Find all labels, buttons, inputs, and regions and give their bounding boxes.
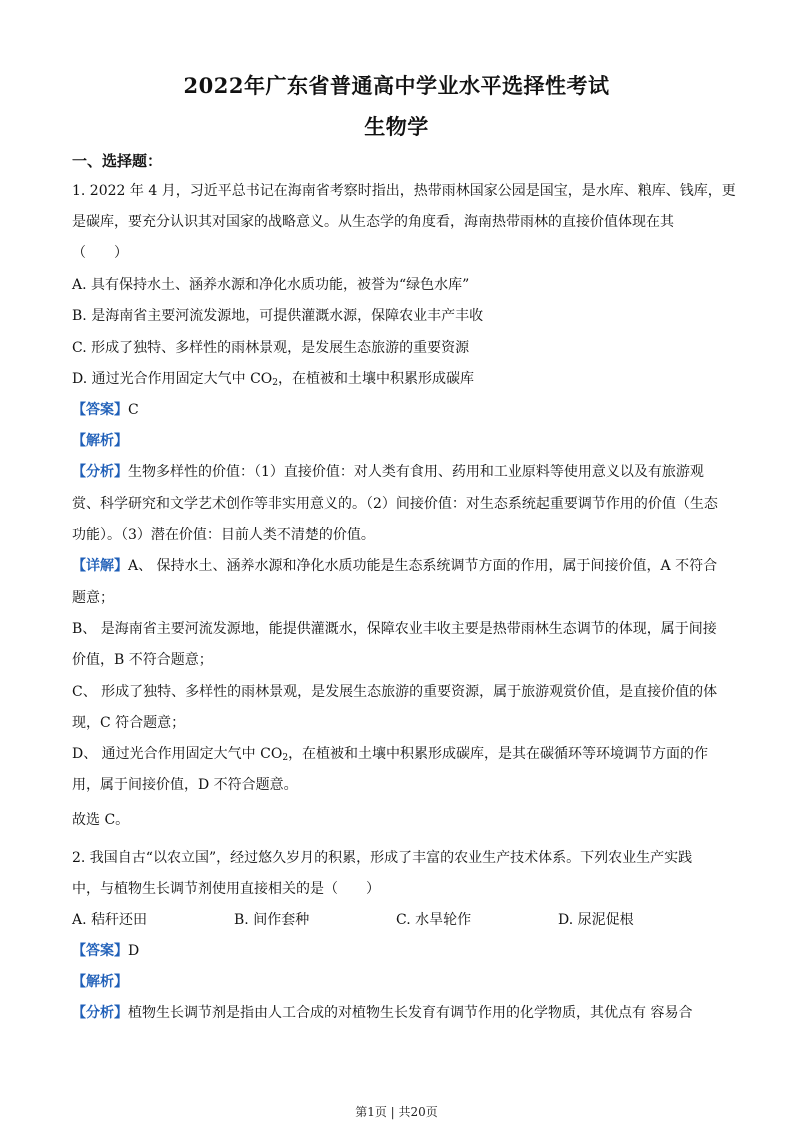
q2-analysis-heading: [72, 973, 722, 991]
q1-option-d-subscript: 2: [272, 378, 278, 388]
q2-answer: [72, 942, 722, 960]
q1-stem-line-2: 是碳库，要充分认识其对国家的战略意义。从生态学的角度看，海南热带雨林的直接价值体现在其: [72, 214, 674, 230]
xiangjie-tag: 【详解】: [72, 558, 128, 574]
exam-title: 2022年广东省普通高中学业水平选择性考试: [183, 73, 610, 98]
q2-option-a: A. 秸秆还田: [72, 912, 148, 928]
q1-detail-a-line-2: 题意；: [72, 590, 114, 606]
q2-fenxi-line-1: 【分析】植物生长调节剂是指由人工合成的对植物生长发育有调节作用的化学物质，其优点有 容易合: [72, 1005, 693, 1021]
q1-detail-b-line-1: B、 是海南省主要河流发源地，能提供灌溉水，保障农业丰收主要是热带雨林生态调节的体现，属于间接: [72, 621, 717, 637]
q2-option-d: D. 尿泥促根: [558, 912, 634, 928]
subject-title: 生物学: [364, 114, 429, 139]
q1-fenxi-line-3: 功能）。（3）潜在价值：目前人类不清楚的价值。: [72, 527, 375, 543]
q1-option-d-text-end: ，在植被和土壤中积累形成碳库: [278, 371, 474, 387]
answer-tag: 【答案】: [72, 943, 128, 959]
q1-analysis-heading: [72, 432, 722, 450]
q1-option-d: [72, 370, 722, 392]
q1-option-b: B. 是海南省主要河流发源地，可提供灌溉水源，保障农业丰产丰收: [72, 308, 484, 324]
q1-detail-c-line-2: 现，C 符合题意；: [72, 715, 186, 731]
q1-option-d-text: D. 通过光合作用固定大气中 CO: [72, 371, 273, 387]
q1-detail-a-line-1: 【详解】A、 保持水土、涵养水源和净化水质功能是生态系统调节方面的作用，属于间接价值，A 不符合: [72, 558, 718, 574]
q2-option-b: B. 间作套种: [234, 912, 310, 928]
q1-conclusion: 故选 C。: [72, 812, 130, 828]
q1-detail-c-line-1: C、 形成了独特、多样性的雨林景观，是发展生态旅游的重要资源，属于旅游观赏价值，是直接价值的体: [72, 684, 718, 700]
q1-stem-line-3: （ ）: [72, 245, 128, 261]
q2-stem-line-1: 2. 我国自古“以农立国”，经过悠久岁月的积累，形成了丰富的农业生产技术体系。下列农业生产实践: [72, 850, 693, 866]
fenxi-tag: 【分析】: [72, 1005, 128, 1021]
q1-option-a: A. 具有保持水土、涵养水源和净化水质功能，被誉为“绿色水库”: [72, 277, 470, 293]
q1-detail-d-line-2: 用，属于间接价值，D 不符合题意。: [72, 777, 298, 793]
q1-detail-d-subscript: 2: [282, 753, 289, 763]
fenxi-tag: 【分析】: [72, 464, 128, 480]
q1-fenxi-line-2: 赏、科学研究和文学艺术创作等非实用意义的。（2）间接价值：对生态系统起重要调节作用的价值（生态: [72, 496, 718, 512]
q2-option-c: C. 水旱轮作: [396, 912, 472, 928]
analysis-tag: 【解析】: [72, 974, 128, 990]
q1-detail-d-line-1: D、 通过光合作用固定大气中 $CO_2$，在植被和土壤中积累形成碳库，是其在碳循环等环境调节方面的作: [72, 746, 709, 763]
answer-value: D: [128, 943, 140, 959]
q1-detail-b-line-2: 价值，B 不符合题意；: [72, 652, 213, 668]
q1-answer: [72, 401, 722, 419]
section-heading: 一、选择题：: [72, 152, 163, 170]
analysis-tag: 【解析】: [72, 433, 128, 449]
page-footer: 第1页 | 共20页: [355, 1105, 438, 1119]
q1-fenxi-line-1: 【分析】生物多样性的价值：（1）直接价值：对人类有食用、药用和工业原料等使用意义以及有旅游观: [72, 464, 704, 480]
q1-option-c: C. 形成了独特、多样性的雨林景观，是发展生态旅游的重要资源: [72, 340, 470, 356]
answer-tag: 【答案】: [72, 402, 128, 418]
q2-stem-line-2: 中，与植物生长调节剂使用直接相关的是（ ）: [72, 881, 380, 897]
q1-stem-line-1: 1. 2022 年 4 月，习近平总书记在海南省考察时指出，热带雨林国家公园是国宝，是水库、粮库、钱库，更: [72, 183, 736, 199]
answer-value: C: [128, 402, 139, 418]
